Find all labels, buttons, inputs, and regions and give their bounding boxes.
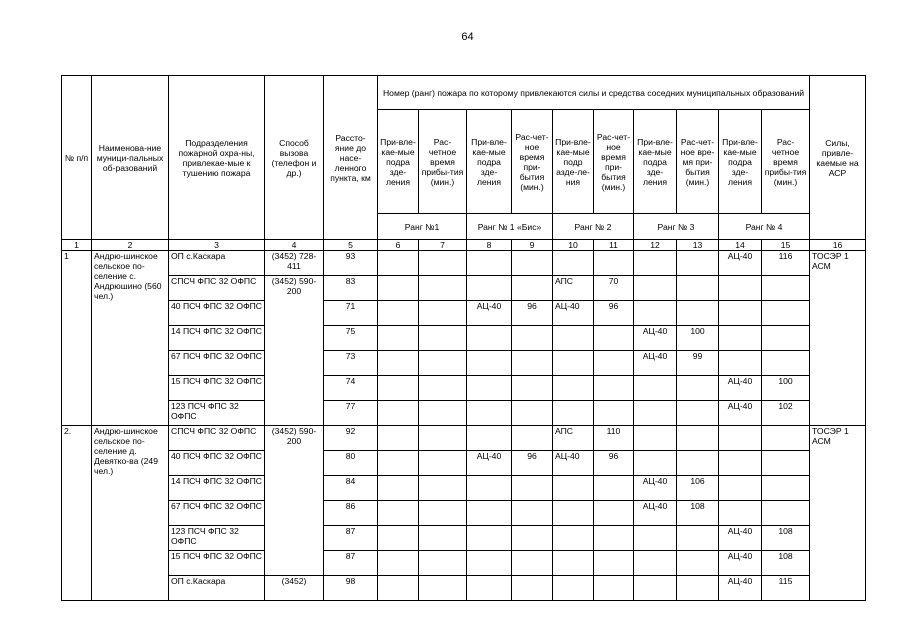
cell-c7 [419,526,467,551]
header-sub14: При-вле-кае-мые подра зде-ления [719,110,762,214]
header-sub15: Рас-четное время прибы-тия (мин.) [762,110,810,214]
colnum-4: 4 [265,240,324,251]
unit-name: 40 ПСЧ ФПС 32 ОФПС [169,301,265,326]
cell-c10: АЦ-40 [553,451,594,476]
fire-resources-table [61,75,866,601]
header-units: Подразделения пожарной охра-ны, привлекае-мые к тушению пожара [169,76,265,240]
cell-c12 [634,551,677,576]
cell-c10 [553,351,594,376]
cell-c13: 106 [677,476,719,501]
distance-km: 84 [324,476,378,501]
cell-c8 [467,526,512,551]
cell-c9 [512,401,553,426]
cell-c13 [677,251,719,276]
cell-c14: АЦ-40 [719,576,762,601]
cell-c8 [467,501,512,526]
table-row [62,301,866,326]
page-number: 64 [461,31,474,43]
cell-c11 [594,376,634,401]
cell-c12 [634,451,677,476]
cell-c15 [762,276,810,301]
cell-c9 [512,326,553,351]
header-sub13: Рас-чет-ное вре-мя при-бытия (мин.) [677,110,719,214]
cell-c7 [419,301,467,326]
table-row [62,526,866,551]
cell-c10: АЦ-40 [553,301,594,326]
cell-c8 [467,551,512,576]
cell-c9 [512,351,553,376]
cell-c11 [594,476,634,501]
cell-c7 [419,351,467,376]
cell-c8 [467,476,512,501]
cell-c6 [378,276,419,301]
cell-c15 [762,351,810,376]
cell-c9 [512,576,553,601]
cell-c10 [553,526,594,551]
table-row [62,326,866,351]
header-rank1: Ранг №1 [378,214,467,240]
header-sub8: При-вле-кае-мые подра зде-ления [467,110,512,214]
cell-c6 [378,376,419,401]
municipality-name: Андрю-шинское сельское по-селение с. Андрюшино (560 чел.) [92,251,169,426]
unit-name: ОП с.Каскара [169,576,265,601]
call-phone: (3452) 590-200 [265,276,324,426]
cell-c14 [719,426,762,451]
cell-c9 [512,476,553,501]
header-municipality: Наименова-ние муници-пальных об-разований [92,76,169,240]
cell-c14: АЦ-40 [719,526,762,551]
cell-c13 [677,276,719,301]
header-rank2: Ранг № 2 [553,214,634,240]
distance-km: 87 [324,551,378,576]
cell-c11 [594,326,634,351]
cell-c9 [512,426,553,451]
cell-c11 [594,526,634,551]
cell-c8 [467,376,512,401]
cell-c7 [419,426,467,451]
asr-forces: ТОСЭР 1 АСМ [810,251,866,426]
colnum-8: 8 [467,240,512,251]
header-rank3: Ранг № 3 [634,214,719,240]
cell-c7 [419,251,467,276]
cell-c7 [419,401,467,426]
table-row [62,551,866,576]
cell-c11 [594,351,634,376]
cell-c10 [553,476,594,501]
call-phone: (3452) 728-411 [265,251,324,276]
distance-km: 73 [324,351,378,376]
cell-c15: 108 [762,526,810,551]
cell-c11 [594,576,634,601]
header-num: № п/п [62,76,92,240]
cell-c12 [634,576,677,601]
cell-c7 [419,476,467,501]
cell-c8 [467,251,512,276]
cell-c15: 115 [762,576,810,601]
header-call-method: Способ вызова (телефон и др.) [265,76,324,240]
cell-c13 [677,551,719,576]
header-group: Номер (ранг) пожара по которому привлекаются силы и средства соседних муниципальных образований [378,76,810,110]
colnum-15: 15 [762,240,810,251]
header-rank1bis: Ранг № 1 «Бис» [467,214,553,240]
cell-c13: 108 [677,501,719,526]
cell-c14 [719,451,762,476]
distance-km: 80 [324,451,378,476]
cell-c14: АЦ-40 [719,251,762,276]
cell-c10 [553,326,594,351]
table-row [62,501,866,526]
row-number: 2. [62,426,92,601]
cell-c6 [378,301,419,326]
colnum-5: 5 [324,240,378,251]
distance-km: 74 [324,376,378,401]
unit-name: СПСЧ ФПС 32 ОФПС [169,276,265,301]
cell-c8 [467,276,512,301]
colnum-3: 3 [169,240,265,251]
table-row [62,476,866,501]
cell-c12 [634,376,677,401]
call-phone: (3452) 590-200 [265,426,324,576]
cell-c6 [378,576,419,601]
distance-km: 98 [324,576,378,601]
municipality-name: Андрю-шинское сельское по-селение д. Девятко-ва (249 чел.) [92,426,169,601]
header-sub7: Рас-четное время прибы-тия (мин.) [419,110,467,214]
unit-name: 123 ПСЧ ФПС 32 ОФПС [169,526,265,551]
cell-c10 [553,501,594,526]
cell-c10 [553,551,594,576]
cell-c8 [467,351,512,376]
cell-c14 [719,476,762,501]
cell-c14: АЦ-40 [719,551,762,576]
distance-km: 75 [324,326,378,351]
cell-c10 [553,401,594,426]
table-row [62,276,866,301]
cell-c6 [378,551,419,576]
cell-c13 [677,426,719,451]
cell-c6 [378,326,419,351]
cell-c6 [378,451,419,476]
cell-c14 [719,326,762,351]
header-sub6: При-вле-кае-мые подра зде-ления [378,110,419,214]
cell-c15: 102 [762,401,810,426]
unit-name: 14 ПСЧ ФПС 32 ОФПС [169,326,265,351]
cell-c15 [762,301,810,326]
cell-c15: 116 [762,251,810,276]
header-sub9: Рас-чет-ное время при-бытия (мин.) [512,110,553,214]
cell-c12 [634,301,677,326]
cell-c15 [762,476,810,501]
cell-c7 [419,326,467,351]
cell-c9 [512,251,553,276]
cell-c8 [467,401,512,426]
cell-c15: 108 [762,551,810,576]
colnum-7: 7 [419,240,467,251]
cell-c12: АЦ-40 [634,326,677,351]
distance-km: 92 [324,426,378,451]
cell-c9: 96 [512,451,553,476]
cell-c9 [512,276,553,301]
cell-c15: 100 [762,376,810,401]
cell-c15 [762,426,810,451]
group-2 [62,426,866,601]
call-phone: (3452) [265,576,324,601]
colnum-16: 16 [810,240,866,251]
distance-km: 71 [324,301,378,326]
cell-c6 [378,401,419,426]
cell-c11 [594,251,634,276]
cell-c10 [553,376,594,401]
cell-c11: 70 [594,276,634,301]
cell-c14: АЦ-40 [719,376,762,401]
cell-c13: 99 [677,351,719,376]
cell-c6 [378,501,419,526]
cell-c6 [378,351,419,376]
cell-c13 [677,576,719,601]
header-distance: Рассто-яние до насе-ленного пункта, км [324,76,378,240]
table-row [62,251,866,276]
cell-c13 [677,451,719,476]
cell-c8: АЦ-40 [467,301,512,326]
colnum-9: 9 [512,240,553,251]
table-row [62,351,866,376]
colnum-14: 14 [719,240,762,251]
cell-c11: 96 [594,301,634,326]
unit-name: 40 ПСЧ ФПС 32 ОФПС [169,451,265,476]
cell-c13: 100 [677,326,719,351]
distance-km: 93 [324,251,378,276]
column-number-row [62,240,866,251]
colnum-1: 1 [62,240,92,251]
unit-name: 67 ПСЧ ФПС 32 ОФПС [169,501,265,526]
cell-c9: 96 [512,301,553,326]
cell-c7 [419,276,467,301]
cell-c13 [677,401,719,426]
table-row [62,401,866,426]
header-sub10: При-вле-кае-мые подр азде-ле-ния [553,110,594,214]
unit-name: 123 ПСЧ ФПС 32 ОФПС [169,401,265,426]
cell-c10 [553,251,594,276]
row-number: 1 [62,251,92,426]
table-row [62,426,866,451]
group-1 [62,251,866,426]
cell-c7 [419,501,467,526]
cell-c15 [762,501,810,526]
cell-c9 [512,526,553,551]
cell-c12 [634,401,677,426]
header-sub11: Рас-чет-ное время при-бытия (мин.) [594,110,634,214]
table-row [62,576,866,601]
cell-c12: АЦ-40 [634,351,677,376]
cell-c11 [594,551,634,576]
cell-c13 [677,301,719,326]
cell-c10: АПС [553,426,594,451]
cell-c9 [512,376,553,401]
cell-c9 [512,501,553,526]
table-row [62,376,866,401]
cell-c15 [762,451,810,476]
colnum-10: 10 [553,240,594,251]
cell-c12: АЦ-40 [634,476,677,501]
cell-c12 [634,251,677,276]
table-row [62,451,866,476]
cell-c9 [512,551,553,576]
cell-c13 [677,376,719,401]
cell-c14: АЦ-40 [719,401,762,426]
unit-name: ОП с.Каскара [169,251,265,276]
cell-c14 [719,501,762,526]
cell-c8 [467,426,512,451]
colnum-12: 12 [634,240,677,251]
cell-c7 [419,576,467,601]
cell-c6 [378,426,419,451]
cell-c8 [467,576,512,601]
cell-c6 [378,251,419,276]
cell-c8: АЦ-40 [467,451,512,476]
distance-km: 83 [324,276,378,301]
unit-name: 15 ПСЧ ФПС 32 ОФПС [169,376,265,401]
cell-c7 [419,376,467,401]
cell-c6 [378,526,419,551]
unit-name: СПСЧ ФПС 32 ОФПС [169,426,265,451]
cell-c10: АПС [553,276,594,301]
cell-c10 [553,576,594,601]
unit-name: 14 ПСЧ ФПС 32 ОФПС [169,476,265,501]
distance-km: 77 [324,401,378,426]
cell-c11: 96 [594,451,634,476]
cell-c12: АЦ-40 [634,501,677,526]
cell-c11 [594,501,634,526]
cell-c12 [634,426,677,451]
cell-c12 [634,276,677,301]
colnum-2: 2 [92,240,169,251]
asr-forces: ТОСЭР 1 АСМ [810,426,866,601]
cell-c13 [677,526,719,551]
cell-c14 [719,276,762,301]
cell-c8 [467,326,512,351]
unit-name: 15 ПСЧ ФПС 32 ОФПС [169,551,265,576]
colnum-11: 11 [594,240,634,251]
colnum-6: 6 [378,240,419,251]
cell-c15 [762,326,810,351]
header-asr: Силы, привле-каемые на АСР [810,76,866,240]
unit-name: 67 ПСЧ ФПС 32 ОФПС [169,351,265,376]
colnum-13: 13 [677,240,719,251]
cell-c7 [419,551,467,576]
distance-km: 86 [324,501,378,526]
cell-c12 [634,526,677,551]
cell-c7 [419,451,467,476]
cell-c11: 110 [594,426,634,451]
cell-c14 [719,301,762,326]
cell-c11 [594,401,634,426]
distance-km: 87 [324,526,378,551]
header-rank4: Ранг № 4 [719,214,810,240]
cell-c14 [719,351,762,376]
header-sub12: При-вле-кае-мые подра зде-ления [634,110,677,214]
cell-c6 [378,476,419,501]
